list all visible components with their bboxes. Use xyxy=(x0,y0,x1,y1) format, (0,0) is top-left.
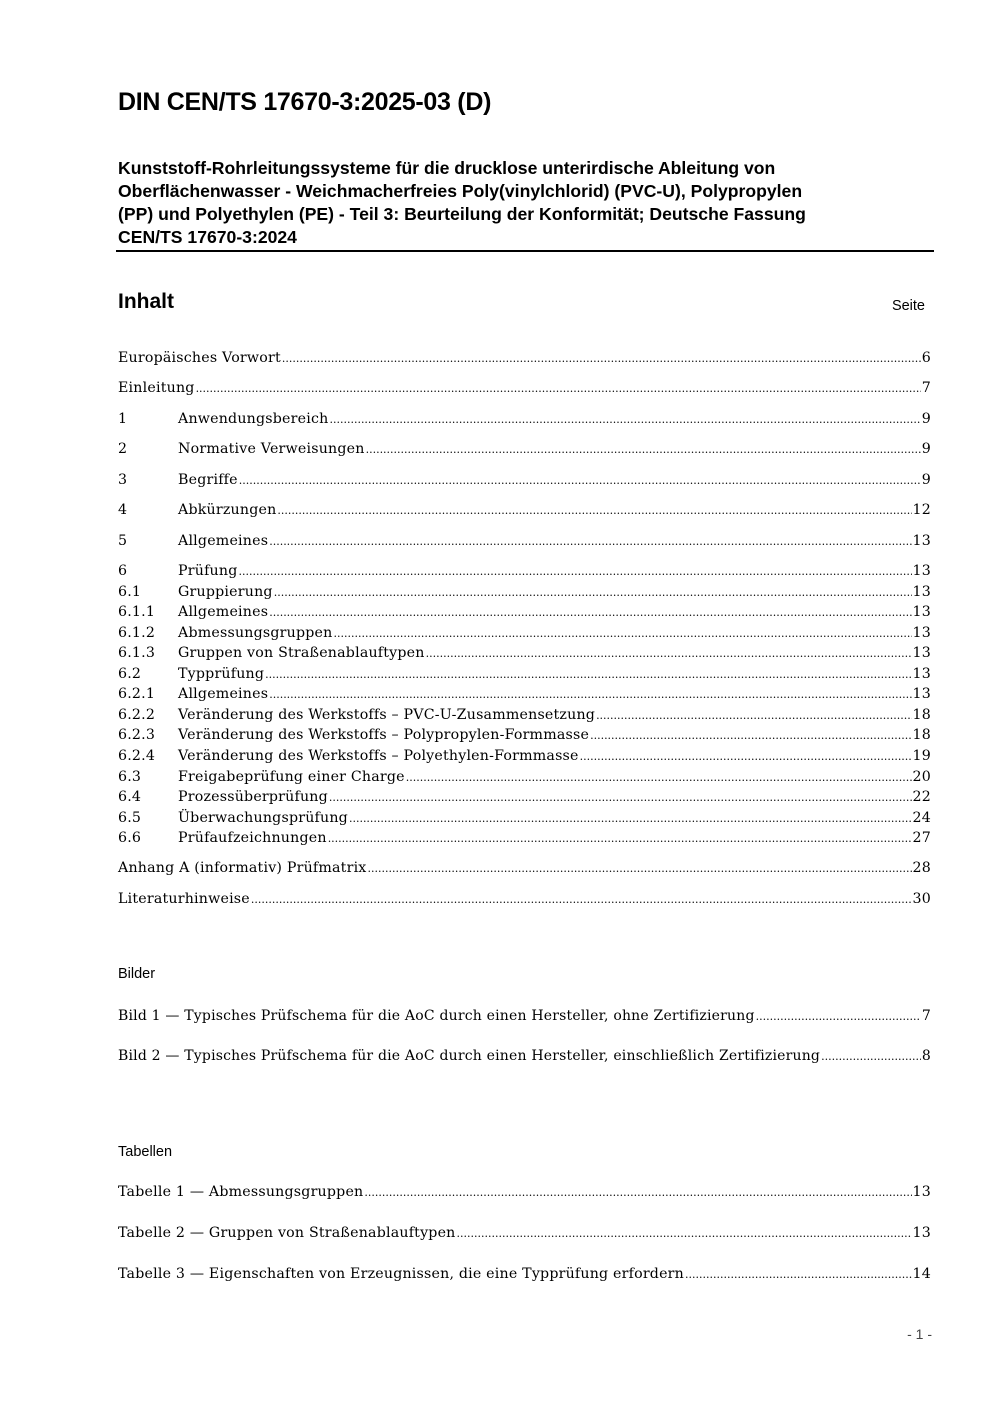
toc-entry-page: 13 xyxy=(912,1225,931,1241)
dot-leader xyxy=(328,828,912,849)
dot-leader xyxy=(282,348,921,369)
toc-entry-label: Einleitung xyxy=(118,380,195,396)
toc-entry-page: 7 xyxy=(921,380,931,396)
toc-entry-page: 13 xyxy=(912,625,931,641)
dot-leader xyxy=(364,1182,911,1203)
toc-entry-page: 18 xyxy=(912,727,931,743)
document-subtitle xyxy=(118,157,918,249)
toc-entry[interactable] xyxy=(118,1006,931,1026)
toc-entry-page: 13 xyxy=(912,604,931,620)
subtitle-line: CEN/TS 17670-3:2024 xyxy=(118,227,297,247)
toc-entry-page: 13 xyxy=(912,563,931,579)
toc-entry-label: Tabelle 1 — Abmessungsgruppen xyxy=(118,1184,364,1200)
page-number: - 1 - xyxy=(907,1326,932,1342)
toc-entry-label: Allgemeines xyxy=(178,604,269,620)
toc-entry[interactable] xyxy=(118,725,931,745)
toc-entry-number: 6.1.3 xyxy=(118,645,156,661)
toc-entry[interactable] xyxy=(118,664,931,684)
toc-entry-label: Typprüfung xyxy=(178,666,265,682)
dot-leader xyxy=(251,889,912,910)
toc-entry[interactable] xyxy=(118,531,931,551)
toc-entry[interactable] xyxy=(118,623,931,643)
toc-entry-label: Prozessüberprüfung xyxy=(178,789,328,805)
toc-entry-label: Veränderung des Werkstoffs – Polyethylen-Formmasse xyxy=(178,748,579,764)
toc-entry-number: 3 xyxy=(118,472,128,488)
toc-entry-page: 13 xyxy=(912,686,931,702)
toc-entry-label: Tabelle 2 — Gruppen von Straßenablauftypen xyxy=(118,1225,456,1241)
toc-entry-number: 6.1.2 xyxy=(118,625,156,641)
dot-leader xyxy=(238,561,911,582)
toc-entry-page: 7 xyxy=(921,1008,931,1024)
toc-entry[interactable] xyxy=(118,409,931,429)
toc-entry-label: Überwachungsprüfung xyxy=(178,810,348,826)
toc-entry-page: 28 xyxy=(912,860,931,876)
dot-leader xyxy=(366,439,921,460)
toc-entry-label: Gruppen von Straßenablauftypen xyxy=(178,645,425,661)
toc-entry-page: 18 xyxy=(912,707,931,723)
dot-leader xyxy=(406,767,912,788)
toc-entry-number: 6.4 xyxy=(118,789,142,805)
toc-entry-label: Anwendungsbereich xyxy=(178,411,329,427)
toc-entry[interactable] xyxy=(118,787,931,807)
toc-entry-number: 6.2.4 xyxy=(118,748,156,764)
toc-entry-label: Freigabeprüfung einer Charge xyxy=(178,769,405,785)
dot-leader xyxy=(269,531,911,552)
toc-entry-page: 13 xyxy=(912,533,931,549)
dot-leader xyxy=(329,787,912,808)
tables-heading: Tabellen xyxy=(118,1144,173,1160)
toc-entry-label: Prüfaufzeichnungen xyxy=(178,830,327,846)
dot-leader xyxy=(349,808,912,829)
toc-entry[interactable] xyxy=(118,808,931,828)
toc-entry-label: Abmessungsgruppen xyxy=(178,625,333,641)
dot-leader xyxy=(239,470,921,491)
toc-entry-label: Allgemeines xyxy=(178,686,269,702)
toc-entry-page: 22 xyxy=(912,789,931,805)
toc-entry-number: 6.5 xyxy=(118,810,142,826)
toc-entry-page: 13 xyxy=(912,645,931,661)
dot-leader xyxy=(274,582,912,603)
dot-leader xyxy=(196,378,921,399)
dot-leader xyxy=(277,500,911,521)
toc-entry-label: Tabelle 3 — Eigenschaften von Erzeugnissen, die eine Typprüfung erfordern xyxy=(118,1266,684,1282)
toc-entry-label: Allgemeines xyxy=(178,533,269,549)
dot-leader xyxy=(821,1046,921,1067)
toc-entry-page: 14 xyxy=(912,1266,931,1282)
page-column-heading: Seite xyxy=(891,298,925,314)
toc-entry-label: Europäisches Vorwort xyxy=(118,350,281,366)
toc-entry-label: Veränderung des Werkstoffs – Polypropylen-Formmasse xyxy=(178,727,590,743)
toc-entry-number: 4 xyxy=(118,502,128,518)
toc-entry-page: 8 xyxy=(921,1048,931,1064)
subtitle-line: (PP) und Polyethylen (PE) - Teil 3: Beurteilung der Konformität; Deutsche Fassung xyxy=(118,204,806,224)
toc-entry-label: Bild 2 — Typisches Prüfschema für die AoC durch einen Hersteller, einschließlich Zertifizierung xyxy=(118,1048,821,1064)
toc-entry[interactable] xyxy=(118,684,931,704)
toc-entry-number: 6.2 xyxy=(118,666,142,682)
toc-entry[interactable] xyxy=(118,767,931,787)
toc-entry[interactable] xyxy=(118,500,931,520)
toc-entry-number: 5 xyxy=(118,533,128,549)
contents-heading: Inhalt xyxy=(118,290,174,313)
toc-entry-page: 13 xyxy=(912,1184,931,1200)
toc-entry-label: Literaturhinweise xyxy=(118,891,250,907)
dot-leader xyxy=(329,409,920,430)
toc-entry-number: 6.2.2 xyxy=(118,707,156,723)
subtitle-line: Kunststoff-Rohrleitungssysteme für die drucklose unterirdische Ableitung von xyxy=(118,158,776,178)
toc-entry[interactable] xyxy=(118,1182,931,1202)
toc-entry-label: Prüfung xyxy=(178,563,238,579)
dot-leader xyxy=(333,623,911,644)
toc-entry[interactable] xyxy=(118,378,931,398)
toc-entry[interactable] xyxy=(118,1223,931,1243)
toc-entry-label: Begriffe xyxy=(178,472,238,488)
dot-leader xyxy=(756,1006,921,1027)
toc-entry[interactable] xyxy=(118,561,931,581)
toc-entry-page: 13 xyxy=(912,584,931,600)
toc-entry-page: 9 xyxy=(921,441,931,457)
dot-leader xyxy=(368,858,912,879)
dot-leader xyxy=(265,664,911,685)
toc-entry-page: 30 xyxy=(912,891,931,907)
document-title: DIN CEN/TS 17670-3:2025-03 (D) xyxy=(118,88,492,116)
dot-leader xyxy=(685,1264,912,1285)
subtitle-line: Oberflächenwasser - Weichmacherfreies Poly(vinylchlorid) (PVC-U), Polypropylen xyxy=(118,181,803,201)
toc-entry[interactable] xyxy=(118,348,931,368)
toc-entry-number: 6.6 xyxy=(118,830,142,846)
toc-entry[interactable] xyxy=(118,1264,931,1284)
toc-entry-number: 2 xyxy=(118,441,128,457)
toc-entry-number: 6 xyxy=(118,563,128,579)
dot-leader xyxy=(596,705,911,726)
toc-entry-page: 19 xyxy=(912,748,931,764)
toc-entry-page: 24 xyxy=(912,810,931,826)
figures-heading: Bilder xyxy=(118,966,156,982)
toc-entry[interactable] xyxy=(118,858,931,878)
toc-entry-page: 20 xyxy=(912,769,931,785)
toc-entry-page: 12 xyxy=(912,502,931,518)
toc-entry-number: 6.2.1 xyxy=(118,686,156,702)
toc-entry-page: 9 xyxy=(921,411,931,427)
toc-entry-page: 6 xyxy=(921,350,931,366)
toc-entry-label: Anhang A (informativ) Prüfmatrix xyxy=(118,860,367,876)
toc-entry[interactable] xyxy=(118,602,931,622)
dot-leader xyxy=(580,746,912,767)
toc-entry-number: 6.1.1 xyxy=(118,604,156,620)
toc-entry-number: 6.3 xyxy=(118,769,142,785)
toc-entry-label: Bild 1 — Typisches Prüfschema für die AoC durch einen Hersteller, ohne Zertifizierung xyxy=(118,1008,755,1024)
toc-entry-label: Normative Verweisungen xyxy=(178,441,365,457)
toc-entry-label: Abkürzungen xyxy=(178,502,277,518)
toc-entry[interactable] xyxy=(118,705,931,725)
toc-entry-label: Gruppierung xyxy=(178,584,273,600)
toc-entry[interactable] xyxy=(118,582,931,602)
toc-entry[interactable] xyxy=(118,889,931,909)
dot-leader xyxy=(457,1223,912,1244)
dot-leader xyxy=(590,725,911,746)
toc-entry-number: 6.2.3 xyxy=(118,727,156,743)
toc-entry-page: 9 xyxy=(921,472,931,488)
dot-leader xyxy=(269,684,911,705)
toc-entry[interactable] xyxy=(118,643,931,663)
dot-leader xyxy=(269,602,911,623)
dot-leader xyxy=(426,643,912,664)
toc-entry-number: 1 xyxy=(118,411,128,427)
toc-entry[interactable] xyxy=(118,1046,931,1066)
toc-entry[interactable] xyxy=(118,828,931,848)
toc-entry-page: 13 xyxy=(912,666,931,682)
toc-entry[interactable] xyxy=(118,470,931,490)
title-divider xyxy=(116,250,934,252)
toc-entry-label: Veränderung des Werkstoffs – PVC-U-Zusammensetzung xyxy=(178,707,596,723)
toc-entry[interactable] xyxy=(118,439,931,459)
toc-entry-page: 27 xyxy=(912,830,931,846)
toc-entry-number: 6.1 xyxy=(118,584,142,600)
toc-entry[interactable] xyxy=(118,746,931,766)
